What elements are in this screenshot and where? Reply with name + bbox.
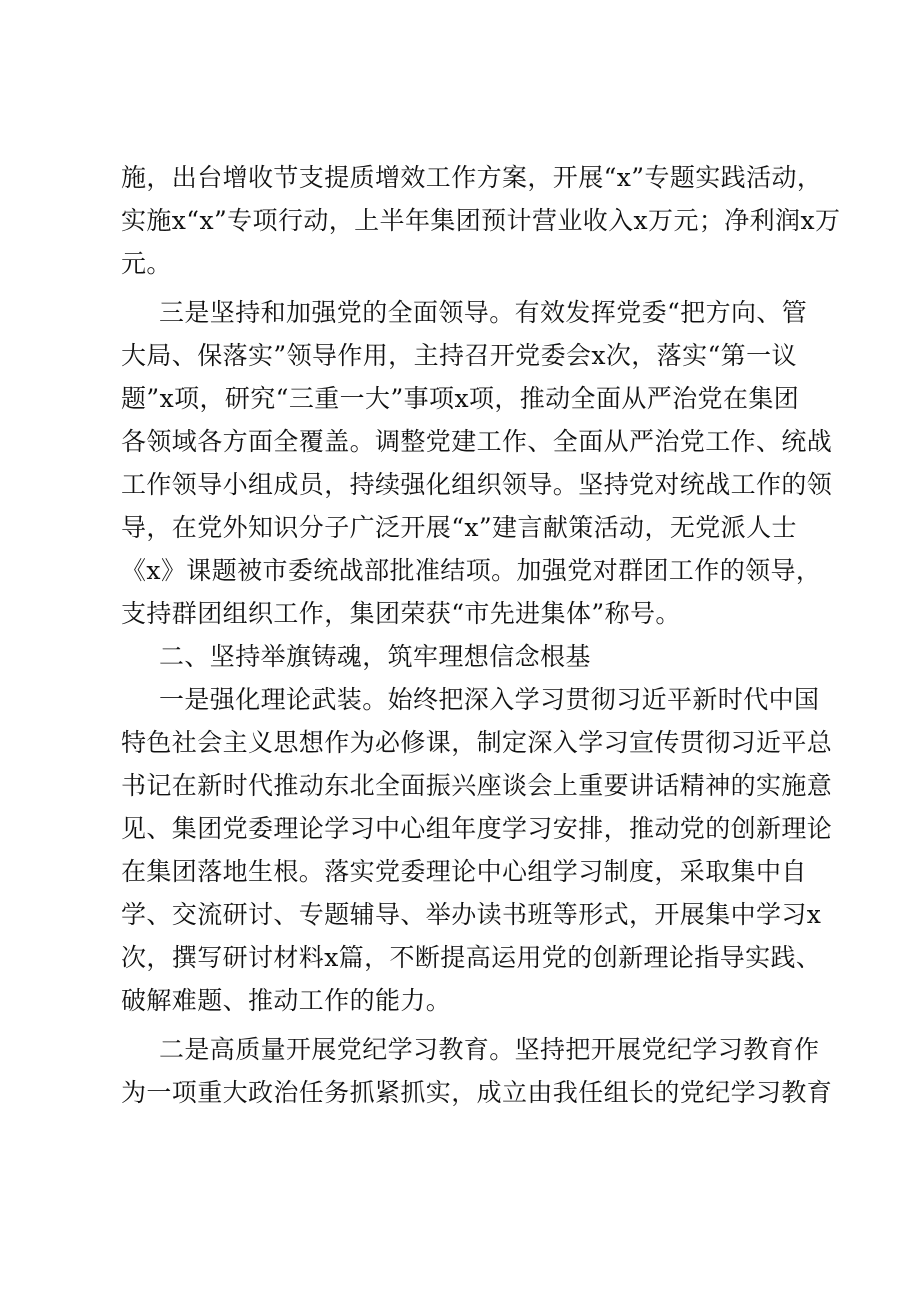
paragraph-first-line: 三是坚持和加强党的全面领导。有效发挥党委“把方向、管 [159,298,808,327]
text-line: 导，在党外知识分子广泛开展“x”建言献策活动，无党派人士 [121,513,797,542]
paragraph-first-line: 二是高质量开展党纪学习教育。坚持把开展党纪学习教育作 [159,1035,820,1064]
text-line: 在集团落地生根。落实党委理论中心组学习制度，采取集中自 [121,857,807,886]
text-line: 次，撰写研讨材料x篇，不断提高运用党的创新理论指导实践、 [121,943,822,972]
text-line: 题”x项，研究“三重一大”事项x项，推动全面从严治党在集团 [121,384,800,413]
paragraph-first-line: 一是强化理论武装。始终把深入学习贯彻习近平新时代中国 [159,685,820,714]
text-line: 《x》课题被市委统战部批准结项。加强党对群团工作的领导， [121,556,822,585]
text-line: 学、交流研讨、专题辅导、举办读书班等形式，开展集中学习x [121,900,822,929]
text-line: 书记在新时代推动东北全面振兴座谈会上重要讲话精神的实施意 [121,771,833,800]
text-line: 工作领导小组成员，持续强化组织领导。坚持党对统战工作的领 [121,470,833,499]
text-line: 实施x“x”专项行动，上半年集团预计营业收入x万元；净利润x万 [121,206,841,235]
section-heading: 二、坚持举旗铸魂，筑牢理想信念根基 [159,642,591,671]
text-line: 大局、保落实”领导作用，主持召开党委会x次，落实“第一议 [121,341,797,370]
text-line: 各领域各方面全覆盖。调整党建工作、全面从严治党工作、统战 [121,427,833,456]
text-line: 特色社会主义思想作为必修课，制定深入学习宣传贯彻习近平总 [121,728,833,757]
text-line: 见、集团党委理论学习中心组年度学习安排，推动党的创新理论 [121,814,833,843]
text-line: 元。 [121,249,172,278]
text-line: 为一项重大政治任务抓紧抓实，成立由我任组长的党纪学习教育 [121,1078,833,1107]
text-line: 施，出台增收节支提质增效工作方案，开展“x”专题实践活动， [121,163,823,192]
document-body [121,156,841,1114]
text-line: 破解难题、推动工作的能力。 [121,986,452,1015]
text-line: 支持群团组织工作，集团荣获“市先进集体”称号。 [121,599,681,628]
